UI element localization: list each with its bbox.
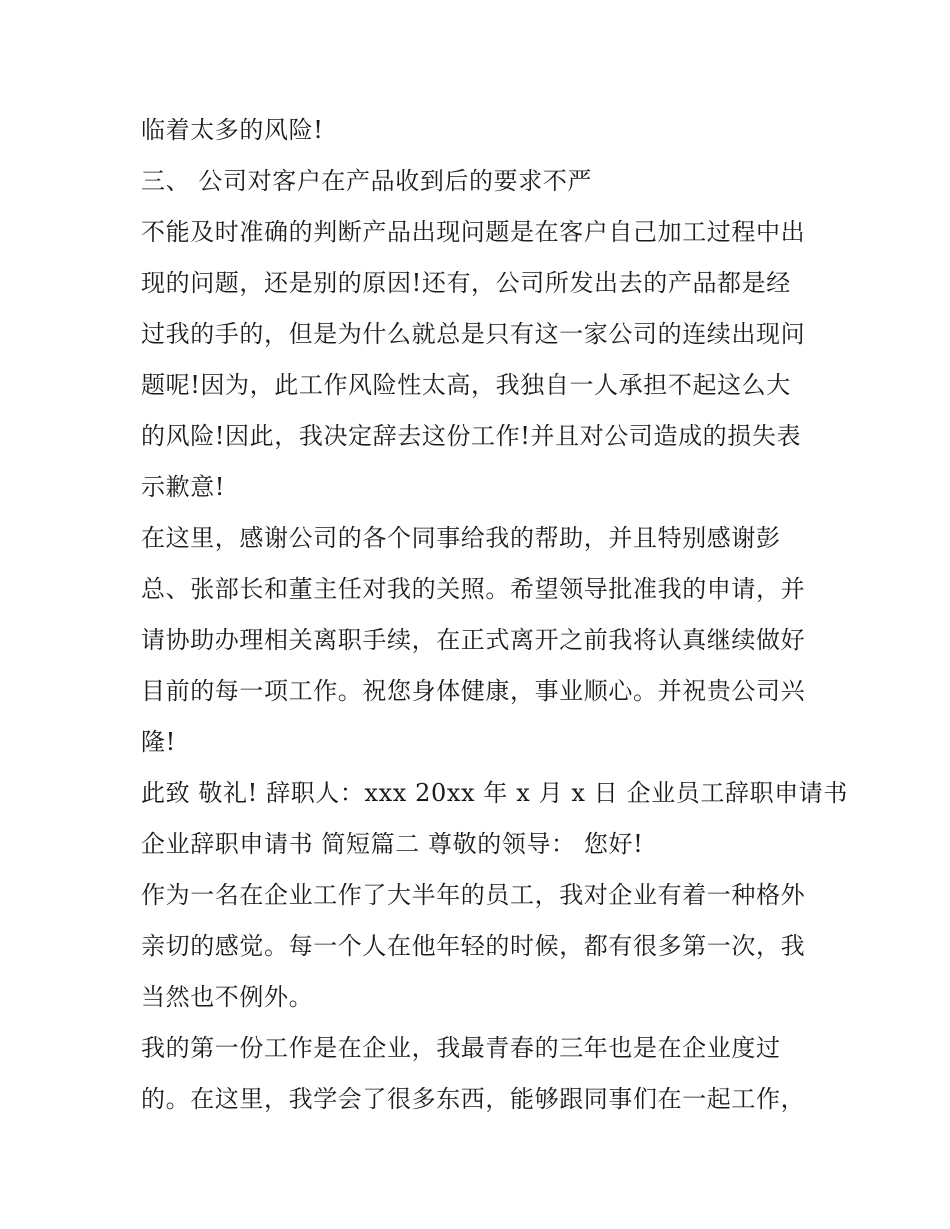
text-line: 亲切的感觉。每一个人在他年轻的时候，都有很多第一次，我	[141, 932, 806, 960]
text-line: 企业辞职申请书 简短篇二 尊敬的领导： 您好!	[141, 830, 644, 858]
text-line: 的。在这里，我学会了很多东西，能够跟同事们在一起工作，	[141, 1085, 806, 1113]
text-line: 过我的手的，但是为什么就总是只有这一家公司的连续出现问	[141, 320, 806, 348]
text-line: 作为一名在企业工作了大半年的员工，我对企业有着一种格外	[141, 881, 806, 909]
text-line: 隆!	[141, 728, 176, 756]
text-line: 总、张部长和董主任对我的关照。希望领导批准我的申请，并	[141, 575, 806, 603]
text-line: 题呢!因为，此工作风险性太高，我独自一人承担不起这么大	[141, 371, 791, 399]
text-line: 现的问题，还是别的原因!还有，公司所发出去的产品都是经	[141, 269, 791, 297]
text-line: 临着太多的风险!	[141, 116, 324, 144]
text-line: 我的第一份工作是在企业，我最青春的三年也是在企业度过	[141, 1034, 781, 1062]
text-line: 不能及时准确的判断产品出现问题是在客户自己加工过程中出	[141, 218, 806, 246]
text-line: 的风险!因此，我决定辞去这份工作!并且对公司造成的损失表	[141, 422, 802, 450]
section-heading: 三、 公司对客户在产品收到后的要求不严	[141, 167, 593, 195]
text-line: 目前的每一项工作。祝您身体健康，事业顺心。并祝贵公司兴	[141, 677, 806, 705]
text-line: 当然也不例外。	[141, 983, 314, 1011]
text-line: 请协助办理相关离职手续，在正式离开之前我将认真继续做好	[141, 626, 806, 654]
text-line: 在这里，感谢公司的各个同事给我的帮助，并且特别感谢彭	[141, 524, 781, 552]
text-line: 此致 敬礼! 辞职人：xxx 20xx 年 x 月 x 日 企业员工辞职申请书	[141, 779, 848, 807]
text-line: 示歉意!	[141, 473, 226, 501]
